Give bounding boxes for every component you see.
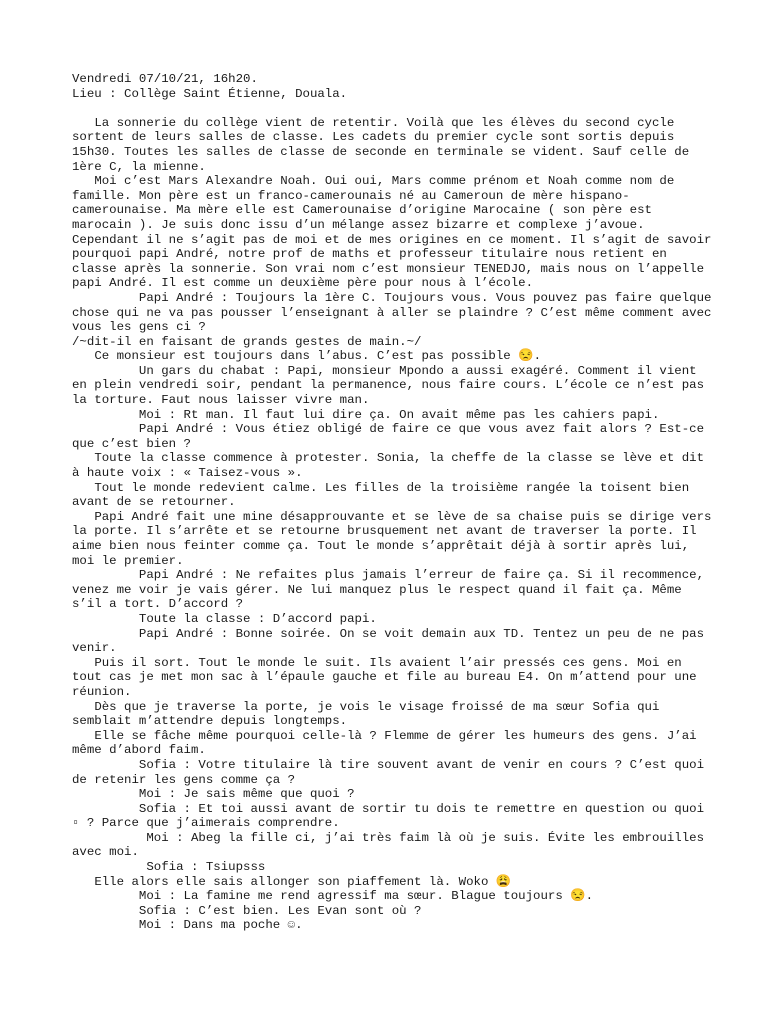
paragraph: Moi c’est Mars Alexandre Noah. Oui oui, Mars comme prénom et Noah comme nom de famille. Mon père est un franco-camerounais né au Cameroun de mère hispano-camerounaise. Ma mère elle est Camerounaise d’origine Marocaine ( son père est marocain ). Je suis donc issu d’un mélange assez bizarre et complexe j’avoue. Cependant il ne s’agit pas de moi et de mes origines en ce moment. Il s’agit de savoir pourquoi papi André, notre prof de maths et professeur titulaire nous retient en classe après la sonnerie. Son vrai nom c’est monsieur TENEDJO, mais nous on l’appelle papi André. Il est comme un deuxième père pour nous à l’école.: [72, 174, 719, 291]
paragraph: Elle alors elle sais allonger son piaffement là. Woko 😩: [72, 874, 512, 889]
paragraph: Elle se fâche même pourquoi celle-là ? Flemme de gérer les humeurs des gens. J’ai même d’abord faim.: [72, 728, 705, 758]
paragraph: Toute la classe commence à protester. Sonia, la cheffe de la classe se lève et dit à haute voix : « Taisez-vous ».: [72, 451, 712, 481]
dialogue-line: Moi : La famine me rend agressif ma sœur. Blague toujours 😒.: [72, 889, 594, 904]
paragraph: Papi André fait une mine désapprouvante et se lève de sa chaise puis se dirige vers la porte. Il s’arrête et se retourne brusquement net avant de traverser la porte. Il aime bien nous feinter comme ça. Tout le monde s’apprêtait déjà à sortir après lui, moi le premier.: [72, 509, 719, 568]
dialogue-line: Moi : Rt man. Il faut lui dire ça. On avait même pas les cahiers papi.: [72, 407, 660, 422]
date-line: Vendredi 07/10/21, 16h20.: [72, 72, 258, 86]
dialogue-line: Moi : Dans ma poche ☺.: [72, 918, 303, 933]
paragraph: Ce monsieur est toujours dans l’abus. C’est pas possible 😒.: [72, 349, 542, 364]
paragraph: Dès que je traverse la porte, je vois le visage froissé de ma sœur Sofia qui semblait m’attendre depuis longtemps.: [72, 699, 667, 729]
paragraph: Puis il sort. Tout le monde le suit. Ils avaient l’air pressés ces gens. Moi en tout cas je met mon sac à l’épaule gauche et file au bureau E4. On m’attend pour une réunion.: [72, 655, 705, 699]
dialogue-line: Toute la classe : D’accord papi.: [72, 611, 377, 626]
dialogue-line: Sofia : Tsiupsss: [72, 860, 266, 875]
dialogue-line: Papi André : Bonne soirée. On se voit demain aux TD. Tentez un peu de ne pas venir.: [72, 626, 712, 656]
stage-direction: /~dit-il en faisant de grands gestes de main.~/: [72, 334, 422, 349]
paragraph: Tout le monde redevient calme. Les filles de la troisième rangée la toisent bien avant de se retourner.: [72, 480, 697, 510]
dialogue-line: Sofia : Votre titulaire là tire souvent avant de venir en cours ? C’est quoi de retenir les gens comme ça ?: [72, 757, 712, 787]
spacer: [72, 101, 712, 116]
dialogue-line: Sofia : C’est bien. Les Evan sont où ?: [72, 903, 422, 918]
document-page: [72, 72, 719, 933]
dialogue-line: Moi : Je sais même que quoi ?: [72, 787, 355, 802]
dialogue-line: Papi André : Vous étiez obligé de faire ce que vous avez fait alors ? Est-ce que c’est bien ?: [72, 422, 712, 451]
dialogue-line: Sofia : Et toi aussi avant de sortir tu dois te remettre en question ou quoi ▫ ? Parce que j’aimerais comprendre.: [72, 801, 712, 831]
dialogue-line: Un gars du chabat : Papi, monsieur Mpondo a aussi exagéré. Comment il vient en plein vendredi soir, pendant la permanence, nous faire cours. L’école ce n’est pas la torture. Faut nous laisser vivre man.: [72, 363, 712, 408]
paragraph: La sonnerie du collège vient de retentir. Voilà que les élèves du second cycle sortent de leurs salles de classe. Les cadets du premier cycle sont sortis depuis 15h30. Toutes les salles de classe de seconde en terminale se vident. Sauf celle de 1ère C, la mienne.: [72, 115, 697, 174]
dialogue-line: Papi André : Toujours la 1ère C. Toujours vous. Vous pouvez pas faire quelque chose qui ne va pas pousser l’enseignant à aller se plaindre ? C’est même comment avec vous les gens ci ?: [72, 290, 719, 335]
place-line: Lieu : Collège Saint Étienne, Douala.: [72, 86, 348, 101]
dialogue-line: Moi : Abeg la fille ci, j’ai très faim là où je suis. Évite les embrouilles avec moi.: [72, 830, 712, 860]
dialogue-line: Papi André : Ne refaites plus jamais l’erreur de faire ça. Si il recommence, venez me voir je vais gérer. Ne lui manquez plus le respect quand il fait ça. Même s’il a tort. D’accord ?: [72, 568, 712, 612]
